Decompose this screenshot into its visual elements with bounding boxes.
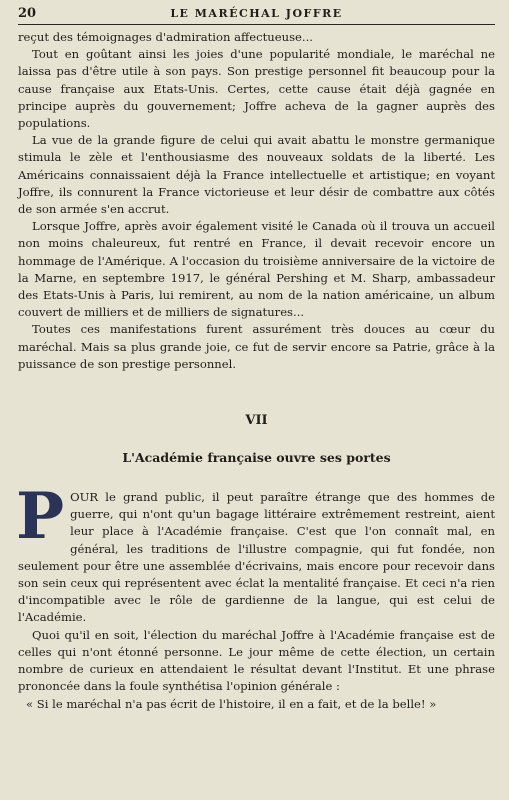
page-number: 20	[18, 6, 37, 21]
running-title: LE MARÉCHAL JOFFRE	[170, 7, 343, 20]
paragraph-text: OUR le grand public, il peut paraître étrange que des hommes de guerre, qui n'ont qu'un bagage littéraire extrêmement restreint, aient leur place à l'Académie française. C'est que l'on connaît mal, en général, les traditions de l'illustre compagnie, qui fut fondée, non seulement pour être une assemblée d'écrivains, mais encore pour recevoir dans son sein ceux qui représentent avec éclat la mentalité française. Et ceci n'a rien d'incompatible avec le rôle de gardienne de la langue, qui est celui de l'Académie.	[18, 490, 495, 625]
paragraph: Quoi qu'il en soit, l'élection du maréchal Joffre à l'Académie française est de celles qui n'ont étonné personne. Le jour même de cette élection, un certain nombre de curieux en attendaient le résultat devant l'Institut. Et une phrase prononcée dans la foule synthétisa l'opinion générale :	[18, 627, 495, 694]
chapter-title: L'Académie française ouvre ses portes	[122, 450, 391, 466]
quotation: « Si le maréchal n'a pas écrit de l'histoire, il en a fait, et de la belle! »	[26, 696, 437, 711]
running-header	[18, 6, 495, 25]
paragraph: Lorsque Joffre, après avoir également visité le Canada où il trouva un accueil non moins chaleureux, fut rentré en France, il devait recevoir encore un hommage de l'Amérique. A l'occasion du troisième anniversaire de la victoire de la Marne, en septembre 1917, le général Pershing et M. Sharp, ambassadeur des Etats-Unis à Paris, lui remirent, au nom de la nation américaine, un album couvert de milliers et de milliers de signatures...	[18, 219, 495, 320]
chapter-first-paragraph	[16, 479, 495, 627]
paragraph: La vue de la grande figure de celui qui avait abattu le monstre germanique stimula le zèle et l'enthousiasme des nouveaux soldats de la liberté. Les Américains connaissaient déjà la France intellectuelle et artistique; en voyant Joffre, ils connurent la France victorieuse et leur désir de combattre aux côtés de son armée s'en accrut.	[18, 133, 495, 217]
paragraph: reçut des témoignages d'admiration affectueuse...	[18, 30, 313, 44]
paragraph: Tout en goûtant ainsi les joies d'une popularité mondiale, le maréchal ne laissa pas d'être utile à son pays. Son prestige personnel fit beaucoup pour la cause française aux Etats-Unis. Certes, cette cause était déjà gagnée en principe auprès du gouvernement; Joffre acheva de la gagner auprès des populations.	[18, 47, 495, 131]
drop-cap: P	[16, 479, 65, 555]
chapter-number: VII	[245, 413, 268, 429]
paragraph: Toutes ces manifestations furent assurément très douces au cœur du maréchal. Mais sa plus grande joie, ce fut de servir encore sa Patrie, grâce à la puissance de son prestige personnel.	[18, 322, 495, 371]
